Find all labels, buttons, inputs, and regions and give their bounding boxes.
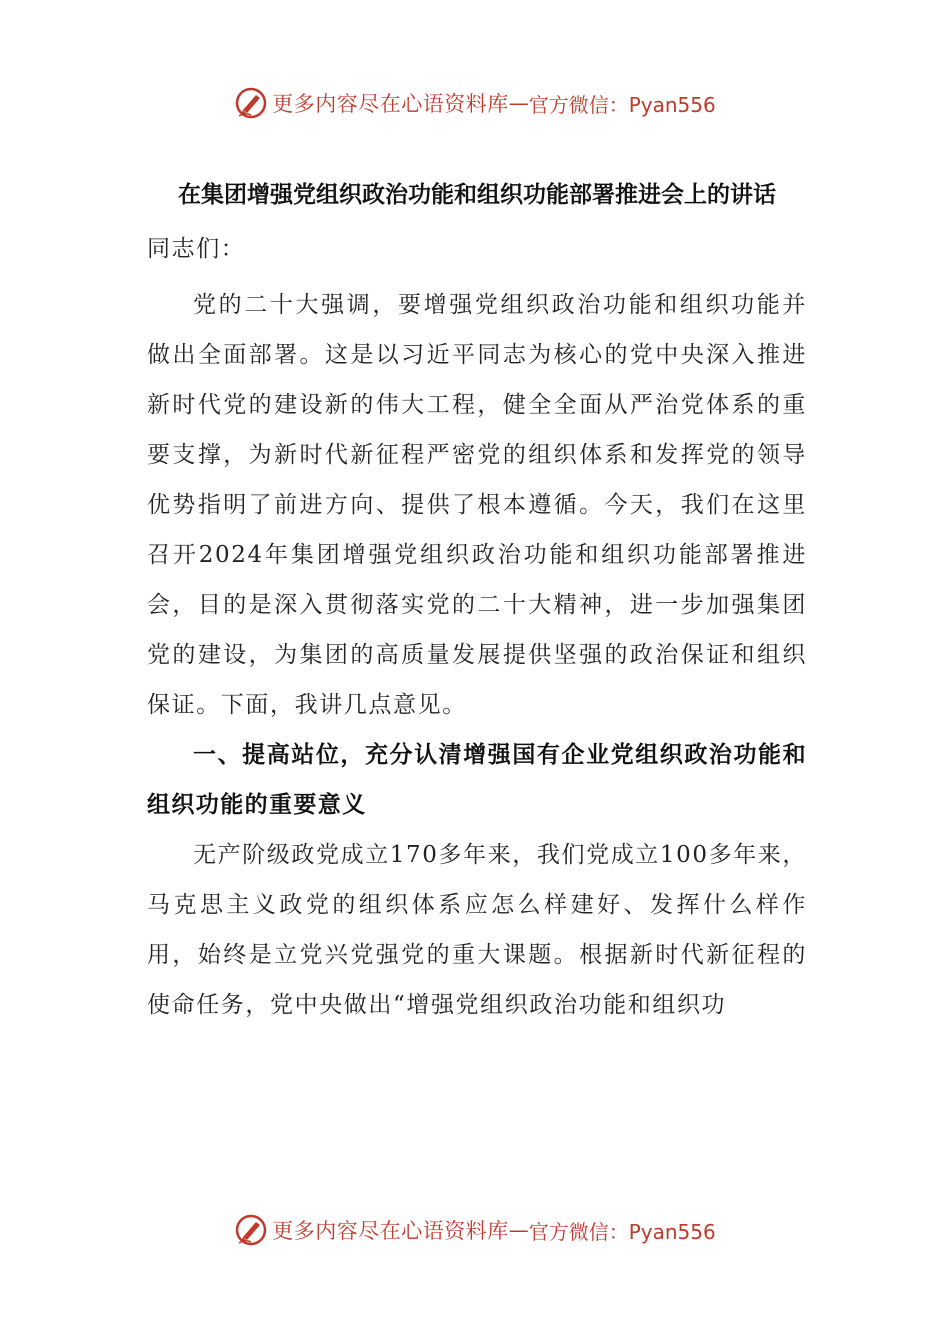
watermark-footer [0,1210,950,1250]
watermark-separator: — [508,1218,529,1242]
pen-logo-icon [234,86,268,120]
paragraph-section-1: 无产阶级政党成立170多年来，我们党成立100多年来，马克思主义政党的组织体系应怎么样建好、发挥什么样作用，始终是立党兴党强党的重大课题。根据新时代新征程的使命任务，党中央做出“增强党组织政治功能和组织功 [147,842,807,1018]
greeting: 同志们： [147,236,246,262]
watermark-brand: 更多内容尽在心语资料库 [272,1219,509,1243]
pen-logo-icon [234,1213,268,1247]
watermark-official-wechat: 官方微信：Pyan556 [528,92,716,117]
section-heading-1: 一、提高站位，充分认清增强国有企业党组织政治功能和组织功能的重要意义 [147,742,807,818]
watermark-brand: 更多内容尽在心语资料库 [272,92,509,116]
document-title: 在集团增强党组织政治功能和组织功能部署推进会上的讲话 [178,182,776,208]
watermark-official-wechat: 官方微信：Pyan556 [528,1219,716,1244]
paragraph-intro: 党的二十大强调，要增强党组织政治功能和组织功能并做出全面部署。这是以习近平同志为核心的党中央深入推进新时代党的建设新的伟大工程，健全全面从严治党体系的重要支撑，为新时代新征程严密党的组织体系和发挥党的领导优势指明了前进方向、提供了根本遵循。今天，我们在这里召开2024年集团增强党组织政治功能和组织功能部署推进会，目的是深入贯彻落实党的二十大精神，进一步加强集团党的建设，为集团的高质量发展提供坚强的政治保证和组织保证。下面，我讲几点意见。 [147,292,807,718]
document-body [147,170,807,1030]
watermark-header [0,83,950,123]
watermark-separator: — [508,91,529,115]
